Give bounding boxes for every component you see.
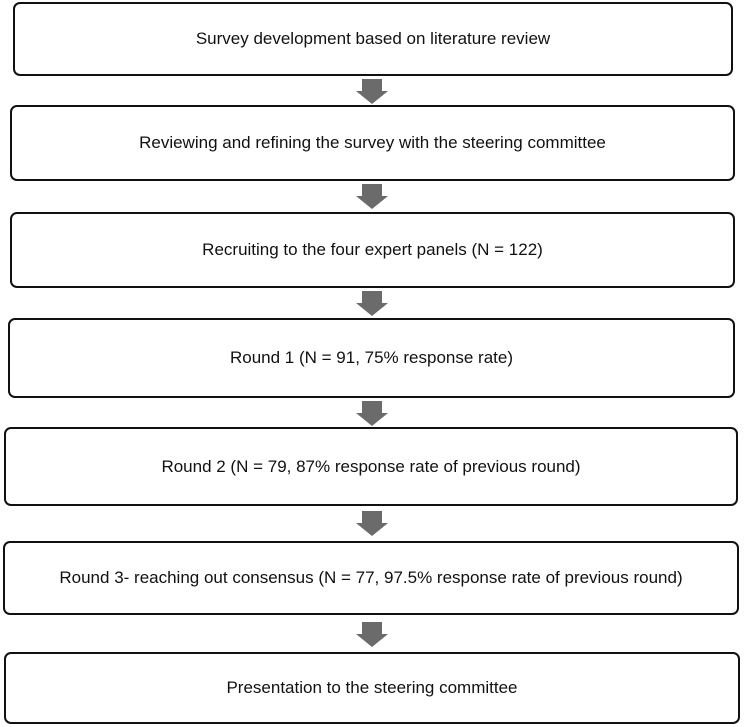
down-arrow-icon [356, 622, 388, 647]
step-label: Round 2 (N = 79, 87% response rate of previous round) [161, 456, 581, 476]
step-round-3 [3, 541, 739, 615]
down-arrow-icon [356, 401, 388, 426]
step-label: Round 1 (N = 91, 75% response rate) [229, 348, 514, 367]
down-arrow-icon [356, 511, 388, 536]
step-label: Round 3- reaching out consensus (N = 77, 97.5% response rate of previous round) [59, 568, 683, 587]
down-arrow-icon [356, 79, 388, 104]
step-survey-development [13, 2, 733, 76]
step-label: Reviewing and refining the survey with the steering committee [139, 133, 606, 152]
down-arrow-icon [356, 184, 388, 209]
step-review-refine [10, 105, 735, 181]
step-presentation [4, 652, 740, 724]
step-round-2 [4, 427, 738, 506]
step-label: Presentation to the steering committee [226, 678, 518, 697]
step-label: Survey development based on literature review [195, 29, 551, 48]
step-recruiting [10, 212, 735, 288]
down-arrow-icon [356, 291, 388, 316]
step-round-1 [8, 318, 735, 398]
step-label: Recruiting to the four expert panels (N = 122) [202, 240, 543, 259]
